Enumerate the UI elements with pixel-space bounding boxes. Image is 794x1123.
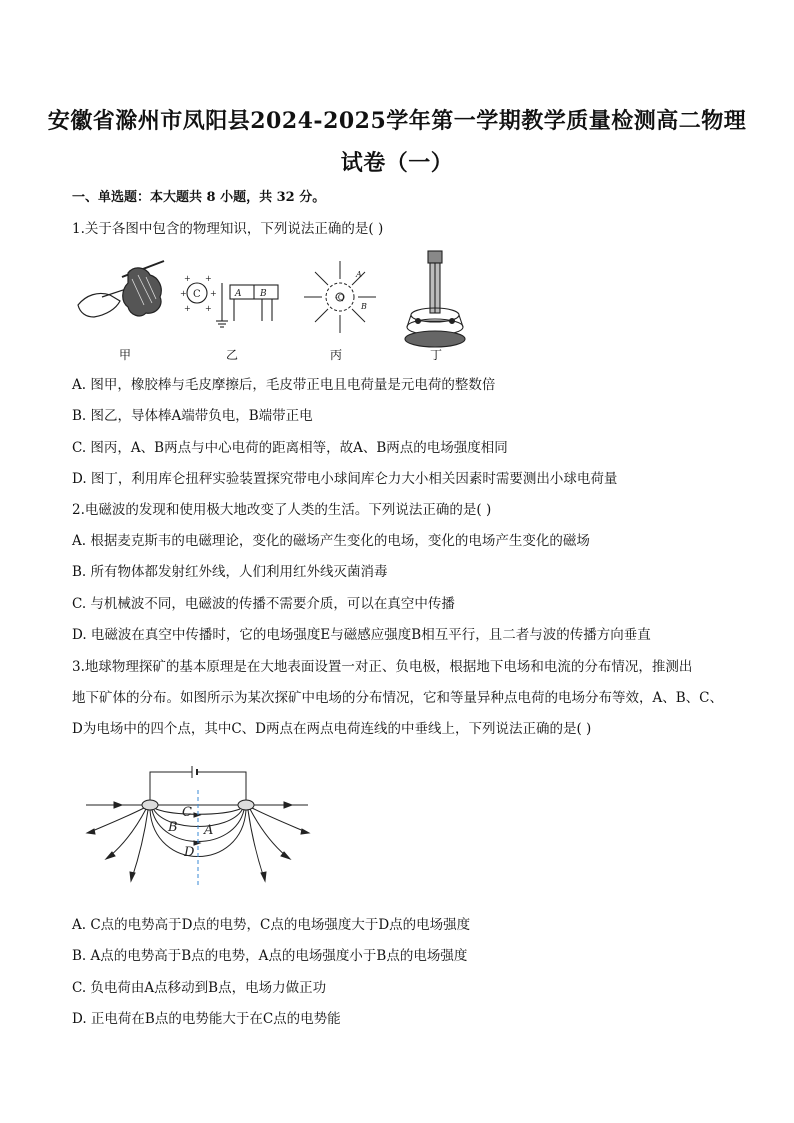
q3-field-diagram xyxy=(84,760,320,890)
q2-stem: 2.电磁波的发现和使用极大地改变了人类的生活。下列说法正确的是( ) xyxy=(72,502,492,518)
title-line-1: 安徽省滁州市凤阳县2024-2025学年第一学期教学质量检测高二物理 xyxy=(47,108,747,134)
q1-option-c: C. 图丙，A、B两点与中心电荷的距离相等，故A、B两点的电场强度相同 xyxy=(72,440,508,456)
svg-text:+: + xyxy=(205,274,212,283)
q2-option-d: D. 电磁波在真空中传播时，它的电场强度E与磁感应强度B相互平行，且二者与波的传播方向垂直 xyxy=(72,627,651,643)
q1-option-d: D. 图丁，利用库仑扭秤实验装置探究带电小球间库仑力大小相关因素时需要测出小球电荷量 xyxy=(72,471,618,487)
point-c-label: C xyxy=(182,805,192,820)
svg-text:C: C xyxy=(193,289,201,300)
fig-bing-field-icon xyxy=(304,261,376,333)
fig-yi-conductor-icon xyxy=(180,274,278,327)
svg-text:-Q: -Q xyxy=(335,293,345,302)
title-line-2: 试卷（一） xyxy=(340,150,454,176)
q3-option-c: C. 负电荷由A点移动到B点，电场力做正功 xyxy=(72,980,327,996)
q3-option-d: D. 正电荷在B点的电势能大于在C点的电势能 xyxy=(72,1011,341,1027)
caption-ding: 丁 xyxy=(430,348,443,362)
fig-jia-rubbing-icon xyxy=(78,261,164,317)
point-a-label: A xyxy=(204,823,214,838)
q2-option-b: B. 所有物体都发射红外线，人们利用红外线灭菌消毒 xyxy=(72,564,388,580)
caption-yi: 乙 xyxy=(226,348,239,362)
svg-text:B: B xyxy=(361,302,367,311)
svg-text:+: + xyxy=(184,274,191,283)
q1-option-a: A. 图甲，橡胶棒与毛皮摩擦后，毛皮带正电且电荷量是元电荷的整数倍 xyxy=(72,377,496,393)
q3-option-a: A. C点的电势高于D点的电势，C点的电场强度大于D点的电场强度 xyxy=(72,917,471,933)
q1-option-b: B. 图乙，导体棒A端带负电，B端带正电 xyxy=(72,408,313,424)
svg-text:+: + xyxy=(205,304,212,313)
fig-ding-torsion-balance-icon xyxy=(405,251,465,347)
q3-stem-line-1: 3.地球物理探矿的基本原理是在大地表面设置一对正、负电极，根据地下电场和电流的分布情况，推测出 xyxy=(72,659,693,675)
svg-text:+: + xyxy=(210,289,217,298)
svg-text:B: B xyxy=(260,289,267,299)
point-b-label: B xyxy=(168,820,178,835)
section-heading: 一、单选题：本大题共 8 小题，共 32 分。 xyxy=(72,190,326,205)
q2-option-a: A. 根据麦克斯韦的电磁理论，变化的磁场产生变化的电场，变化的电场产生变化的磁场 xyxy=(72,533,590,549)
caption-bing: 丙 xyxy=(330,348,343,362)
q3-stem-line-2: 地下矿体的分布。如图所示为某次探矿中电场的分布情况，它和等量异种点电荷的电场分布等效，A、B、C、 xyxy=(72,690,723,706)
caption-jia: 甲 xyxy=(119,348,132,362)
svg-text:+: + xyxy=(184,304,191,313)
point-d-label: D xyxy=(184,845,195,860)
q2-option-c: C. 与机械波不同，电磁波的传播不需要介质，可以在真空中传播 xyxy=(72,596,455,612)
q3-option-b: B. A点的电势高于B点的电势，A点的电场强度小于B点的电场强度 xyxy=(72,948,468,964)
svg-text:A: A xyxy=(356,270,362,279)
q3-stem-line-3: D为电场中的四个点，其中C、D两点在两点电荷连线的中垂线上，下列说法正确的是( ) xyxy=(72,721,592,737)
q1-figures xyxy=(72,243,472,363)
q1-stem: 1.关于各图中包含的物理知识，下列说法正确的是( ) xyxy=(72,221,384,237)
svg-text:+: + xyxy=(180,289,187,298)
svg-text:A: A xyxy=(235,289,242,299)
